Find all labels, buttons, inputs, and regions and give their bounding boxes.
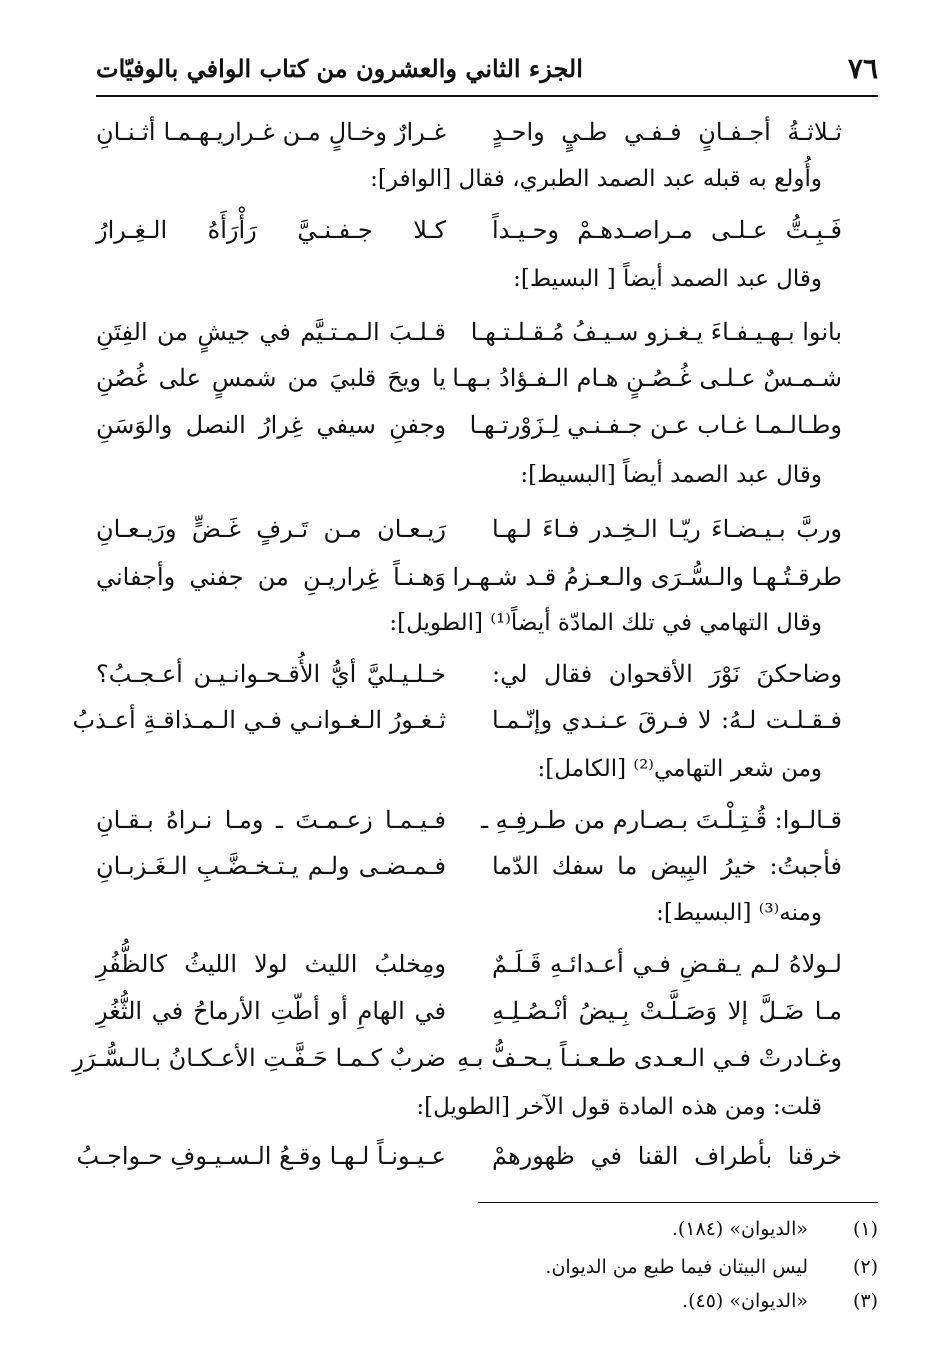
prose-line: وقال عبد الصمد أيضاً [ البسيط]:: [513, 266, 822, 292]
footnote-number: (٣): [852, 1290, 878, 1312]
first-hemistich: وضاحكنَ نَوْرَ الأقحوان فقال لي:: [492, 660, 842, 688]
prose-line: وأُولع به قبله عبد الصمد الطبري، فقال [الوافر]:: [370, 166, 822, 192]
second-hemistich: كـلا جـفـنـيَّ رَأْرَأَهُ الـغِـرارُ: [96, 216, 446, 244]
first-hemistich: فَـبِـتُّ عـلـى مـراصـدهـمْ وحـيـداً: [492, 216, 842, 244]
verse-line: [96, 411, 842, 451]
verse-line: [96, 216, 842, 256]
page-number: ٧٦: [847, 52, 878, 85]
verse-line: [96, 118, 842, 158]
second-hemistich: فـمـضـى ولـم يـتـخـضَّـبِ الـغَـزبـانِ: [96, 852, 446, 880]
footnote: [96, 1218, 878, 1248]
second-hemistich: قـلـبَ الـمـتـيَّم في جيشٍ من الفِتَنِ: [96, 318, 446, 346]
running-title: الجزء الثاني والعشرون من كتاب الوافي بالوفيّات: [96, 54, 583, 83]
second-hemistich: وجفنِ سيفي غِرارُ النصل والوَسَنِ: [96, 411, 446, 439]
verse-line: [96, 318, 842, 358]
second-hemistich: وَهـنـاً غِراريـنِ من جفني وأجفاني: [96, 563, 446, 591]
page-header: [96, 52, 878, 96]
first-hemistich: طرقـتُـهـا والـسُّـرَى والـعـزمُ قـد شـهـرا: [452, 563, 842, 591]
first-hemistich: بانوا بـهـيـفـاءَ يـغـزو سـيـفُ مُـقـلـتـهـا: [470, 318, 842, 346]
prose-line: وقال التهامي في تلك المادّة أيضاً⁽¹⁾ [الطويل]:: [389, 610, 822, 636]
verse-line: [96, 660, 842, 700]
verse-line: [96, 997, 842, 1037]
second-hemistich: ومِخلبُ الليث لولا الليثُ كالظُّفُرِ: [96, 950, 446, 978]
first-hemistich: وربَّ بـيـضـاءَ ريّـا الـخِـدر فـاءَ لـهـا: [492, 515, 842, 543]
first-hemistich: ثـلاثـةُ أجـفـانٍ فـفـي طـيٍ واحـدٍ: [492, 118, 842, 146]
second-hemistich: فـيـمـا زعـمـتَ ـ ومـا نـراهُ بـقـانِ: [96, 806, 446, 834]
first-hemistich: فـقـلـت لـهُ: لا فـرقَ عـنـدي وإنّـمـا: [492, 706, 842, 734]
verse-line: [96, 364, 842, 404]
second-hemistich: غـرارٌ وخـالٍ مـن غـراريـهـمـا أثـنـانِ: [96, 118, 446, 146]
footnote: [96, 1256, 878, 1286]
first-hemistich: وطـالـمـا غـاب عـن جـفـنـي لِـزَوْرتـهـا: [469, 411, 842, 439]
second-hemistich: عـيـونـاً لـهـا وقـعُ الـسـيـوفِ حـواجـبُ: [76, 1142, 446, 1170]
verse-line: [76, 1142, 842, 1182]
second-hemistich: رَيـعـان مـن تَـرفٍ غَـضٍّ ورَيـعـانِ: [96, 515, 446, 543]
verse-line: [72, 706, 842, 746]
prose-line: قلت: ومن هذه المادة قول الآخر [الطويل]:: [416, 1094, 822, 1120]
header-divider: [96, 95, 878, 97]
second-hemistich: خـلـيـليَّ أيُّ الأُقـحـوانـيـن أعـجـبُ؟: [96, 660, 446, 688]
prose-line: وقال عبد الصمد أيضاً [البسيط]:: [520, 462, 822, 488]
footnote-text: «الديوان» (١٨٤).: [671, 1218, 808, 1240]
first-hemistich: خرقنا بأطراف القنا في ظهورهمْ: [492, 1142, 842, 1170]
footnote: [96, 1290, 878, 1320]
prose-line: ومنه⁽³⁾ [البسيط]:: [656, 900, 822, 926]
footnote-number: (٢): [852, 1256, 878, 1278]
first-hemistich: مـا ضَـلَّ إلا وَصَـلَّـتْ بِـيضُ أنْـصُـلِـهِ: [492, 997, 842, 1025]
verse-line: [96, 806, 842, 846]
second-hemistich: في الهامِ أو أطّتِ الأرماحُ في الثُّغُرِ: [96, 997, 446, 1025]
first-hemistich: فأجبتُ: خيرُ البِيض ما سفك الدّما: [492, 852, 842, 880]
prose-line: ومن شعر التهامي⁽²⁾ [الكامل]:: [537, 756, 822, 782]
first-hemistich: قـالـوا: قُـتِـلْـتَ بـصـارم من طـرفِـهِ ـ: [481, 806, 842, 834]
second-hemistich: يا ويحَ قلبيَ من شمسٍ على غُصُنِ: [96, 364, 446, 392]
footnote-text: ليس البيتان فيما طبع من الديوان.: [545, 1256, 808, 1278]
first-hemistich: لـولاهُ لـم يـقـضِ فـي أعـدائـهِ قَـلَـمٌ: [492, 950, 842, 978]
first-hemistich: وغـادرتْ فـي الـعـدى طـعـنـاً يـحـفُّ بـهِ: [457, 1044, 842, 1072]
second-hemistich: ضربٌ كـمـا حَـفَّـتِ الأعـكـانُ بـالـسُّـرَرِ: [72, 1044, 446, 1072]
footnote-divider: [478, 1202, 878, 1203]
footnote-number: (١): [852, 1218, 878, 1240]
footnote-text: «الديوان» (٤٥).: [682, 1290, 808, 1312]
verse-line: [96, 950, 842, 990]
verse-line: [72, 1044, 842, 1084]
verse-line: [96, 852, 842, 892]
verse-line: [96, 563, 842, 603]
first-hemistich: شـمـسٌ عـلـى غُـصُـنٍ هـام الـفـؤادُ بـهـا: [452, 364, 842, 392]
second-hemistich: ثـغـورُ الـغـوانـي فـي الـمـذاقـةِ أعـذبُ: [72, 706, 446, 734]
verse-line: [96, 515, 842, 555]
